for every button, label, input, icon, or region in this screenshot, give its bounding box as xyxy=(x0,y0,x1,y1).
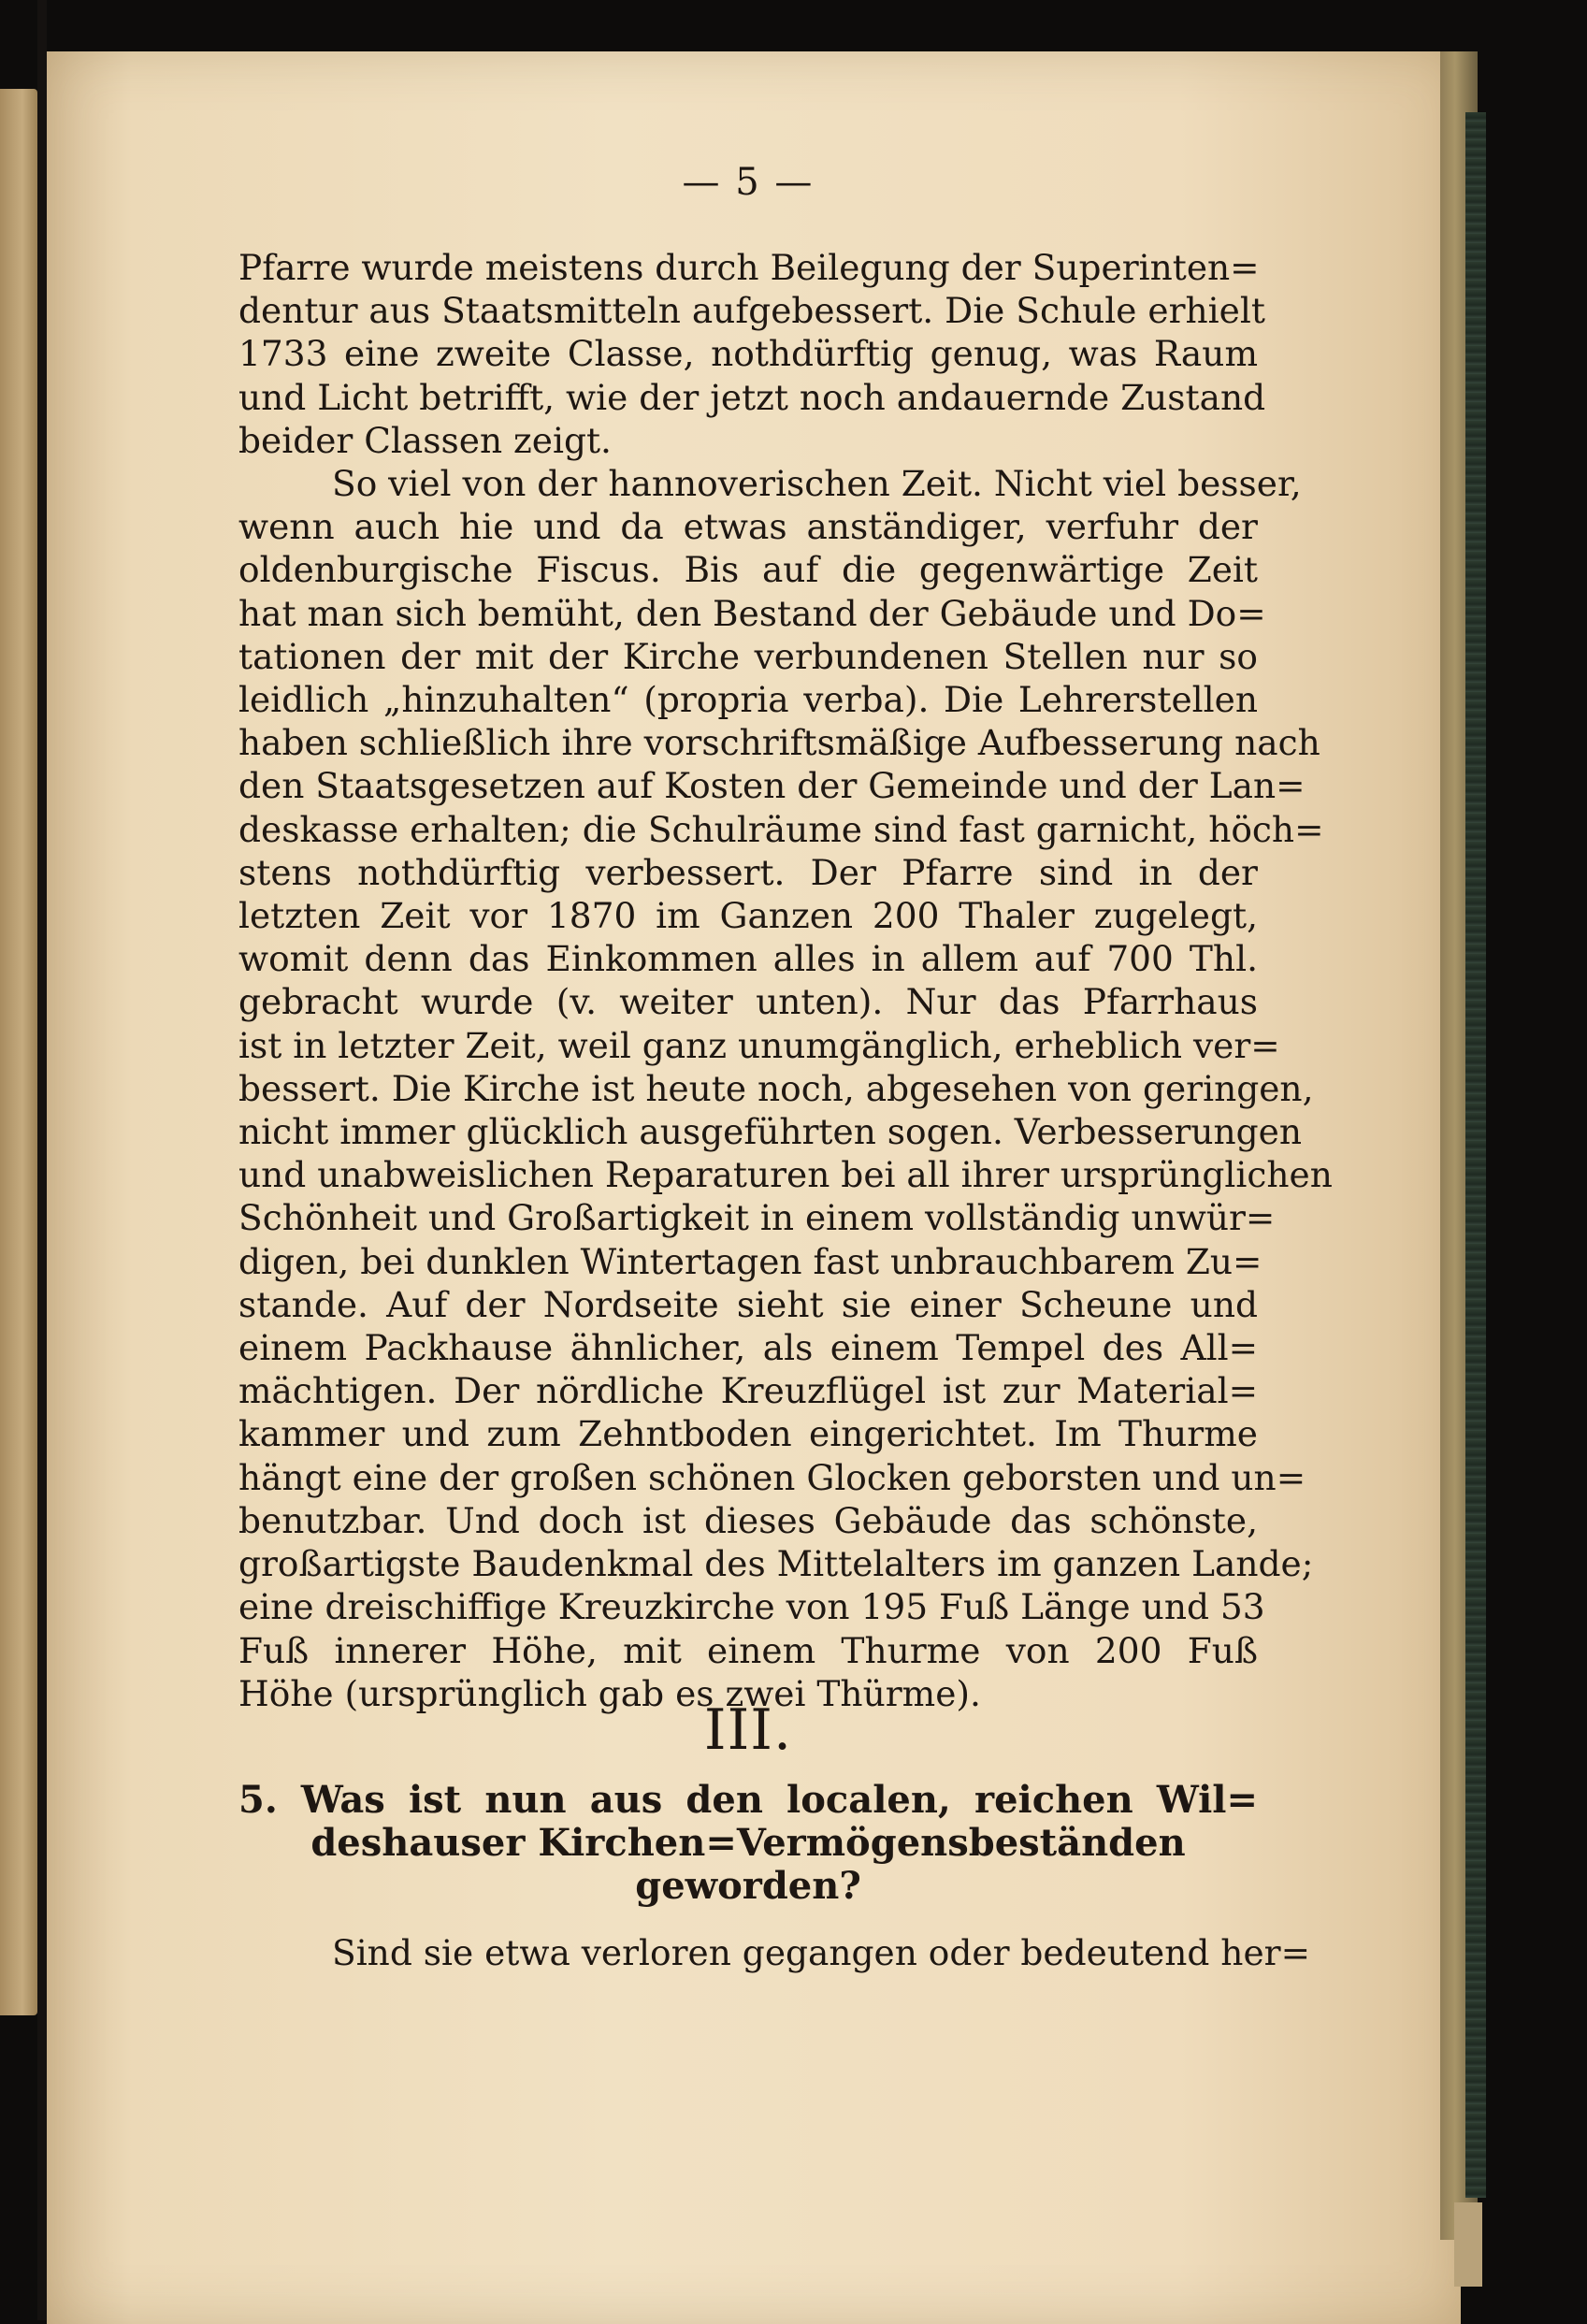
text-line: 1733 eine zweite Classe, nothdürftig genug, was Raum xyxy=(238,333,1258,375)
section-heading xyxy=(238,1779,1258,1908)
text-line: mächtigen. Der nördliche Kreuzflügel ist zur Material= xyxy=(238,1370,1258,1412)
text-line: oldenburgische Fiscus. Bis auf die gegenwärtige Zeit xyxy=(238,549,1258,591)
text-line: dentur aus Staatsmitteln aufgebessert. Die Schule erhielt xyxy=(238,290,1265,332)
text-line: großartigste Baudenkmal des Mittelalters im ganzen Lande; xyxy=(238,1543,1314,1585)
text-line: wenn auch hie und da etwas anständiger, verfuhr der xyxy=(238,506,1258,548)
text-line: tationen der mit der Kirche verbundenen Stellen nur so xyxy=(238,635,1258,677)
text-line: und Licht betrifft, wie der jetzt noch andauernde Zustand xyxy=(238,376,1266,418)
text-line: nicht immer glücklich ausgeführten sogen. Verbesserungen xyxy=(238,1111,1302,1153)
text-line: digen, bei dunklen Wintertagen fast unbrauchbarem Zu= xyxy=(238,1240,1262,1282)
text-line: stens nothdürftig verbessert. Der Pfarre sind in der xyxy=(238,851,1258,893)
text-line: Höhe (ursprünglich gab es zwei Thürme). xyxy=(238,1672,981,1714)
text-line: hat man sich bemüht, den Bestand der Gebäude und Do= xyxy=(238,592,1266,634)
heading-line: deshauser Kirchen=Vermögensbeständen xyxy=(310,1821,1186,1865)
text-line: bessert. Die Kirche ist heute noch, abgesehen von geringen, xyxy=(238,1067,1314,1109)
text-line: womit denn das Einkommen alles in allem auf 700 Thl. xyxy=(238,938,1258,980)
body-text xyxy=(238,246,1333,1715)
text-line: So viel von der hannoverischen Zeit. Nicht viel besser, xyxy=(332,463,1302,505)
text-line: kammer und zum Zehntboden eingerichtet. Im Thurme xyxy=(238,1413,1258,1455)
text-line: Pfarre wurde meistens durch Beilegung der Superinten= xyxy=(238,247,1260,288)
text-line: benutzbar. Und doch ist dieses Gebäude das schönste, xyxy=(238,1499,1258,1541)
text-line: hängt eine der großen schönen Glocken geborsten und un= xyxy=(238,1456,1306,1498)
text-line: deskasse erhalten; die Schulräume sind fast garnicht, höch= xyxy=(238,808,1324,850)
text-line: beider Classen zeigt. xyxy=(238,419,612,461)
binding-tape xyxy=(1454,2202,1482,2287)
text-line: stande. Auf der Nordseite sieht sie einer Scheune und xyxy=(238,1283,1258,1325)
page-number: — 5 — xyxy=(682,161,815,204)
left-page-edge xyxy=(0,89,37,2015)
book-gutter xyxy=(37,0,47,2320)
text-line: und unabweislichen Reparaturen bei all ihrer ursprünglichen xyxy=(238,1154,1333,1196)
text-line: letzten Zeit vor 1870 im Ganzen 200 Thaler zugelegt, xyxy=(238,895,1258,937)
section-number: III. xyxy=(703,1697,793,1763)
book-spine-cloth xyxy=(1465,112,1486,2198)
text-line: leidlich „hinzuhalten“ (propria verba). Die Lehrerstellen xyxy=(238,679,1258,721)
text-line: haben schließlich ihre vorschriftsmäßige Aufbesserung nach xyxy=(238,722,1320,764)
text-line: Sind sie etwa verloren gegangen oder bedeutend her= xyxy=(332,1932,1310,1973)
text-line: einem Packhause ähnlicher, als einem Tempel des All= xyxy=(238,1327,1258,1369)
text-line: eine dreischiffige Kreuzkirche von 195 Fuß Länge und 53 xyxy=(238,1586,1265,1628)
heading-line: geworden? xyxy=(635,1864,861,1908)
section-body xyxy=(238,1931,1310,1974)
text-line: gebracht wurde (v. weiter unten). Nur das Pfarrhaus xyxy=(238,981,1258,1023)
text-line: Schönheit und Großartigkeit in einem vollständig unwür= xyxy=(238,1197,1276,1239)
text-line: Fuß innerer Höhe, mit einem Thurme von 200 Fuß xyxy=(238,1629,1258,1671)
text-line: ist in letzter Zeit, weil ganz unumgänglich, erheblich ver= xyxy=(238,1024,1280,1066)
text-line: den Staatsgesetzen auf Kosten der Gemeinde und der Lan= xyxy=(238,765,1306,807)
heading-line: 5. Was ist nun aus den localen, reichen Wil= xyxy=(238,1778,1258,1822)
